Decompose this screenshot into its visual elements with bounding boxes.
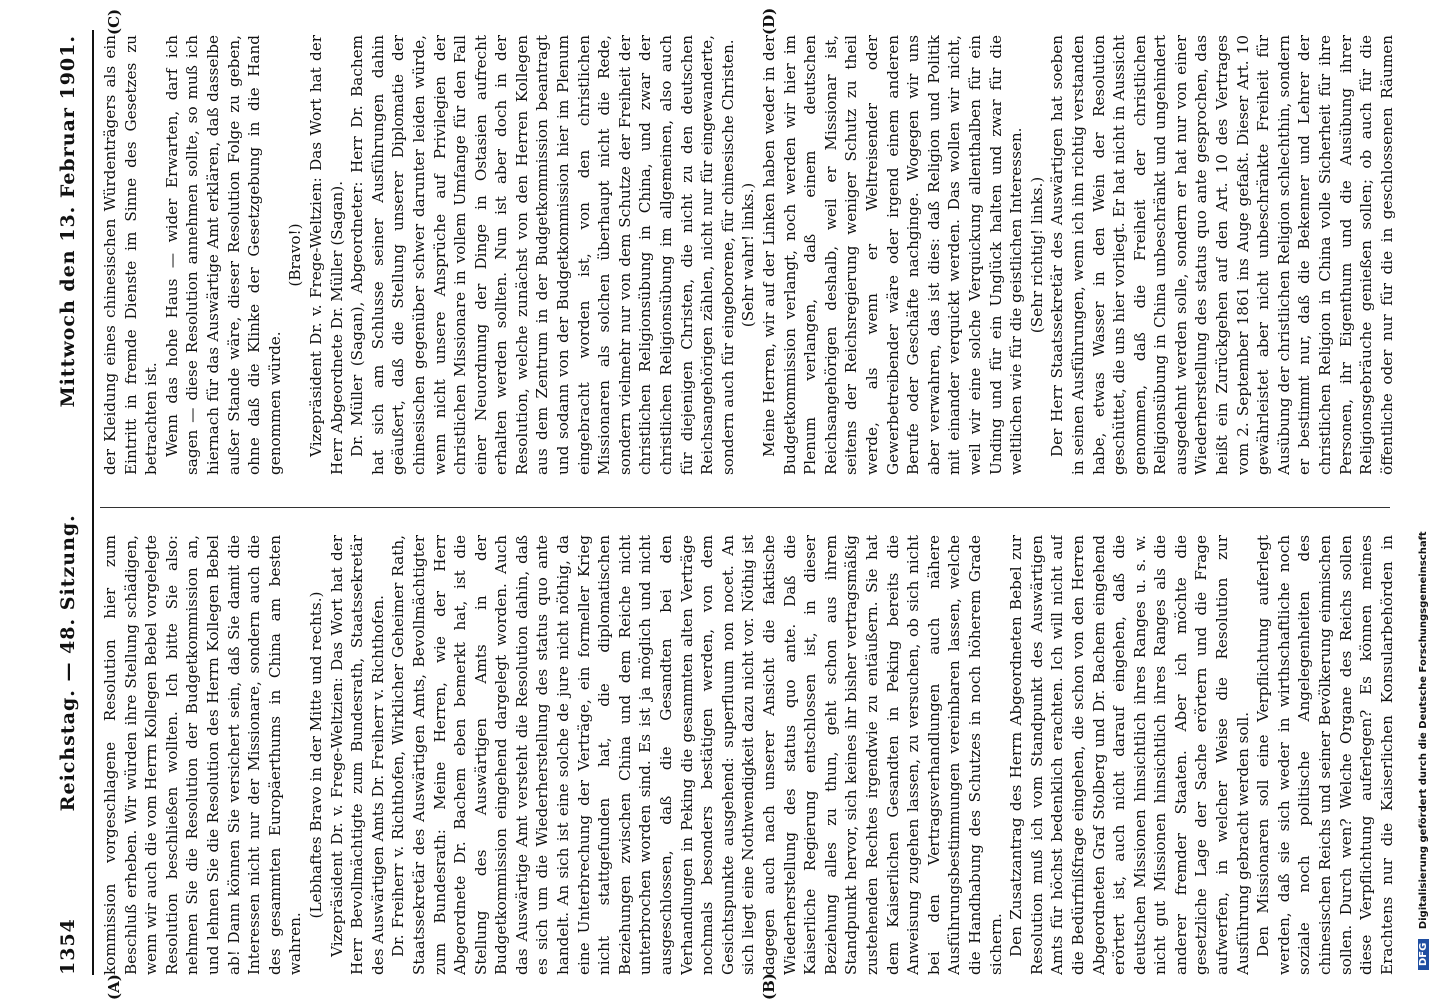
interjection: (Sehr wahr! links.) [739, 182, 758, 328]
page-header [48, 35, 88, 975]
paragraph: Vizepräsident Dr. v. Frege-Weltzien: Das Wort hat der Herr Abgeordnete Dr. Müller (Sagan). [306, 35, 346, 475]
interjection: (Lebhaftes Bravo in der Mitte und rechts.) [306, 591, 325, 919]
header-rule [92, 30, 94, 975]
margin-marker-c: (C) [105, 8, 123, 35]
paragraph: Dr. Müller (Sagan), Abgeordneter: Herr Dr. Bachem hat sich am Schlusse seiner Ausführungen dahin geäußert, daß die Stellung unserer Diplomatie der chinesischen gegenüber schwer darunter leiden würde, wenn nicht unsere Ansprüche auf Privilegien der christlichen Missionare in vollem Umfange für den Fall einer Neuordnung der Dinge in Ostasien aufrecht erhalten werden sollten. Nun ist aber doch in der Resolution, welche zunächst von den Herren Kollegen aus dem Zentrum in der Budgetkommission beantragt und sodann von der Budgetkommission hier im Plenum eingebracht worden ist, von den christlichen Missionaren als solchen überhaupt nicht die Rede, sondern vielmehr nur von dem Schutze der Freiheit der christlichen Religionsübung in China, und zwar der christlichen Religionsübung im allgemeinen, also auch für diejenigen Christen, die nicht zu den deutschen Reichsangehörigen zählen, nicht nur für eingewanderte, sondern auch für eingeborene, für chinesische Christen. [348, 35, 737, 475]
margin-marker-a: (A) [105, 974, 123, 1000]
paragraph: Dr. Freiherr v. Richthofen, Wirklicher Geheimer Rath, Staatssekretär des Auswärtigen Amts, Bevollmächtigter zum Bundesrath: Meine Herren, wie der Herr Abgeordnete Dr. Bachem eben bemerkt hat, ist die Stellung des Auswärtigen Amts in der Budgetkommission eingehend dargelegt worden. Auch das Auswärtige Amt versteht die Resolution dahin, daß es sich um die Wiederherstellung des status quo ante handelt. An sich ist eine solche de jure nicht nöthig, da eine Unterbrechung der Verträge, ein formeller Krieg nicht stattgefunden hat, die diplomatischen Beziehungen zwischen China und dem Reiche nicht unterbrochen worden sind. Es ist ja möglich und nicht ausgeschlossen, daß die Gesandten bei den Verhandlungen in Peking die gesammten alten Verträge nochmals besonders bestätigen werden, von dem Gesichtspunkte ausgehend: superfluum non nocet. An sich liegt eine Nothwendigkeit dazu nicht vor. Nöthig ist dagegen auch nach unserer Ansicht die faktische Wiederherstellung des status quo ante. Daß die Kaiserliche Regierung entschlossen ist, in dieser Beziehung alles zu thun, geht schon aus ihrem Standpunkt hervor, sich keines ihr bisher vertragsmäßig zustehenden Rechtes irgendwie zu entäußern. Sie hat dem Kaiserlichen Gesandten in Peking bereits die Anweisung zugehen lassen, zu versuchen, ob sich nicht bei den Vertragsverhandlungen auch nähere Ausführungsbestimmungen vereinbaren lassen, welche die Handhabung des Schutzes in noch höherem Grade sichern. [389, 535, 1005, 975]
text-column-left [100, 535, 1400, 975]
funding-note [1418, 10, 1429, 970]
paragraph: Meine Herren, wir auf der Linken haben weder in der Budgetkommission verlangt, noch werden wir hier im Plenum verlangen, daß einem deutschen Reichsangehörigen deshalb, weil er Missionar ist, seitens der Reichsregierung weniger Schutz zu theil werde, als wenn er Weltreisender oder Gewerbetreibender wäre oder irgend einem anderen Berufe oder Geschäfte nachginge. Wogegen wir uns aber verwahren, das ist dies: daß Religion und Politik mit einander verquickt werden. Das wollen wir nicht, weil wir eine solche Verquickung allenthalben für ein Unding und für ein Unglück halten und zwar für die weltlichen wie für die geistlichen Interessen. [760, 35, 1026, 475]
paragraph: Vizepräsident Dr. v. Frege-Weltzien: Das Wort hat der Herr Bevollmächtigte zum Bundesrath, Staatssekretär des Auswärtigen Amts Dr. Freiherr v. Richthofen. [327, 535, 387, 975]
interjection: (Sehr richtig! links.) [1027, 176, 1046, 334]
margin-marker-d: (D) [760, 7, 778, 35]
paragraph: Der Herr Staatssekretär des Auswärtigen hat soeben in seinen Ausführungen, wenn ich ihn richtig verstanden habe, etwas Wasser in den Wein der Resolution geschüttet, die uns hier vorliegt. Er hat nicht in Aussicht genommen, daß die Freiheit der christlichen Religionsübung in China unbeschränkt und ungehindert ausgedehnt werden solle, sondern er hat nur von einer Wiederherstellung des status quo ante gesprochen, das heißt ein Zurückgehen auf den Art. 10 des Vertrages vom 2. September 1861 ins Auge gefaßt. Dieser Art. 10 gewährleistet aber nicht unbeschränkte Freiheit für Ausübung der christlichen Religion schlechthin, sondern er bestimmt nur, daß die Bekenner und Lehrer der christlichen Religion in China volle Sicherheit für ihre Personen, ihr Eigenthum und die Ausübung ihrer Religionsgebräuche genießen sollen; ob auch für die öffentliche oder nur für die in geschlossenen Räumen [1048, 35, 1396, 475]
paragraph: Den Zusatzantrag des Herrn Abgeordneten Bebel zur Resolution muß ich vom Standpunkt des Auswärtigen Amts für höchst bedenklich erachten. Ich will nicht auf die Bedürfnißfrage eingehen, die schon von den Herren Abgeordneten Graf Stolberg und Dr. Bachem eingehend erörtert ist, auch nicht darauf eingehen, daß die deutschen Missionen hinsichtlich ihres Ranges u. s. w. nicht gut Missionen hinsichtlich ihres Ranges als die anderer fremder Staaten. Aber ich möchte die gesetzliche Lage der Sache erörtern und die Frage aufwerfen, in welcher Weise die Resolution zur Ausführung gebracht werden soll. [1007, 535, 1252, 975]
dfg-logo: DFG [1418, 939, 1429, 970]
session-title: Reichstag. — 48. Sitzung. [57, 514, 79, 812]
margin-marker-b: (B) [760, 973, 778, 1000]
paragraph: Wenn das hohe Haus — wider Erwarten, darf ich sagen — diese Resolution annehmen sollte, so muß ich hiernach für das Auswärtige Amt erklären, daß dasselbe außer Stande wäre, dieser Resolution Folge zu geben, ohne daß die Klinke der Gesetzgebung in die Hand genommen würde. [162, 35, 284, 475]
interjection: (Bravo!) [286, 223, 305, 287]
paragraph: Den Missionaren soll eine Verpflichtung auferlegt werden, daß sie sich weder in wirthschaftliche noch soziale noch politische Angelegenheiten des chinesischen Reichs und seiner Bevölkerung einmischen sollen. Durch wen? Welche Organe des Reichs sollen diese Verpflichtung auferlegen? Es können meines Erachtens nur die Kaiserlichen Konsularbehörden in [1254, 535, 1396, 975]
column-divider [100, 507, 1390, 508]
session-date: Mittwoch den 13. Februar 1901. [57, 35, 79, 408]
paragraph: der Kleidung eines chinesischen Würdenträgers als ein Eintritt in fremde Dienste im Sinne des Gesetzes zu betrachten ist. [101, 35, 161, 475]
funding-text: Digitalisierung gefördert durch die Deutsche Forschungsgemeinschaft [1418, 531, 1429, 930]
page-number: 1354 [57, 918, 79, 975]
paragraph: kommission vorgeschlagene Resolution hier zum Beschluß erheben. Wir würden ihre Stellung schädigen, wenn wir auch die vom Herrn Kollegen Bebel vorgelegte Resolution beschließen wollten. Ich bitte Sie also: nehmen Sie die Resolution der Budgetkommission an, und lehnen Sie die Resolution des Herrn Kollegen Bebel ab! Dann können Sie versichert sein, daß Sie damit die Interessen nicht nur der Missionare, sondern auch die des gesammten Europäerthums in China am besten wahren. [101, 535, 305, 975]
text-column-right [100, 35, 1400, 475]
